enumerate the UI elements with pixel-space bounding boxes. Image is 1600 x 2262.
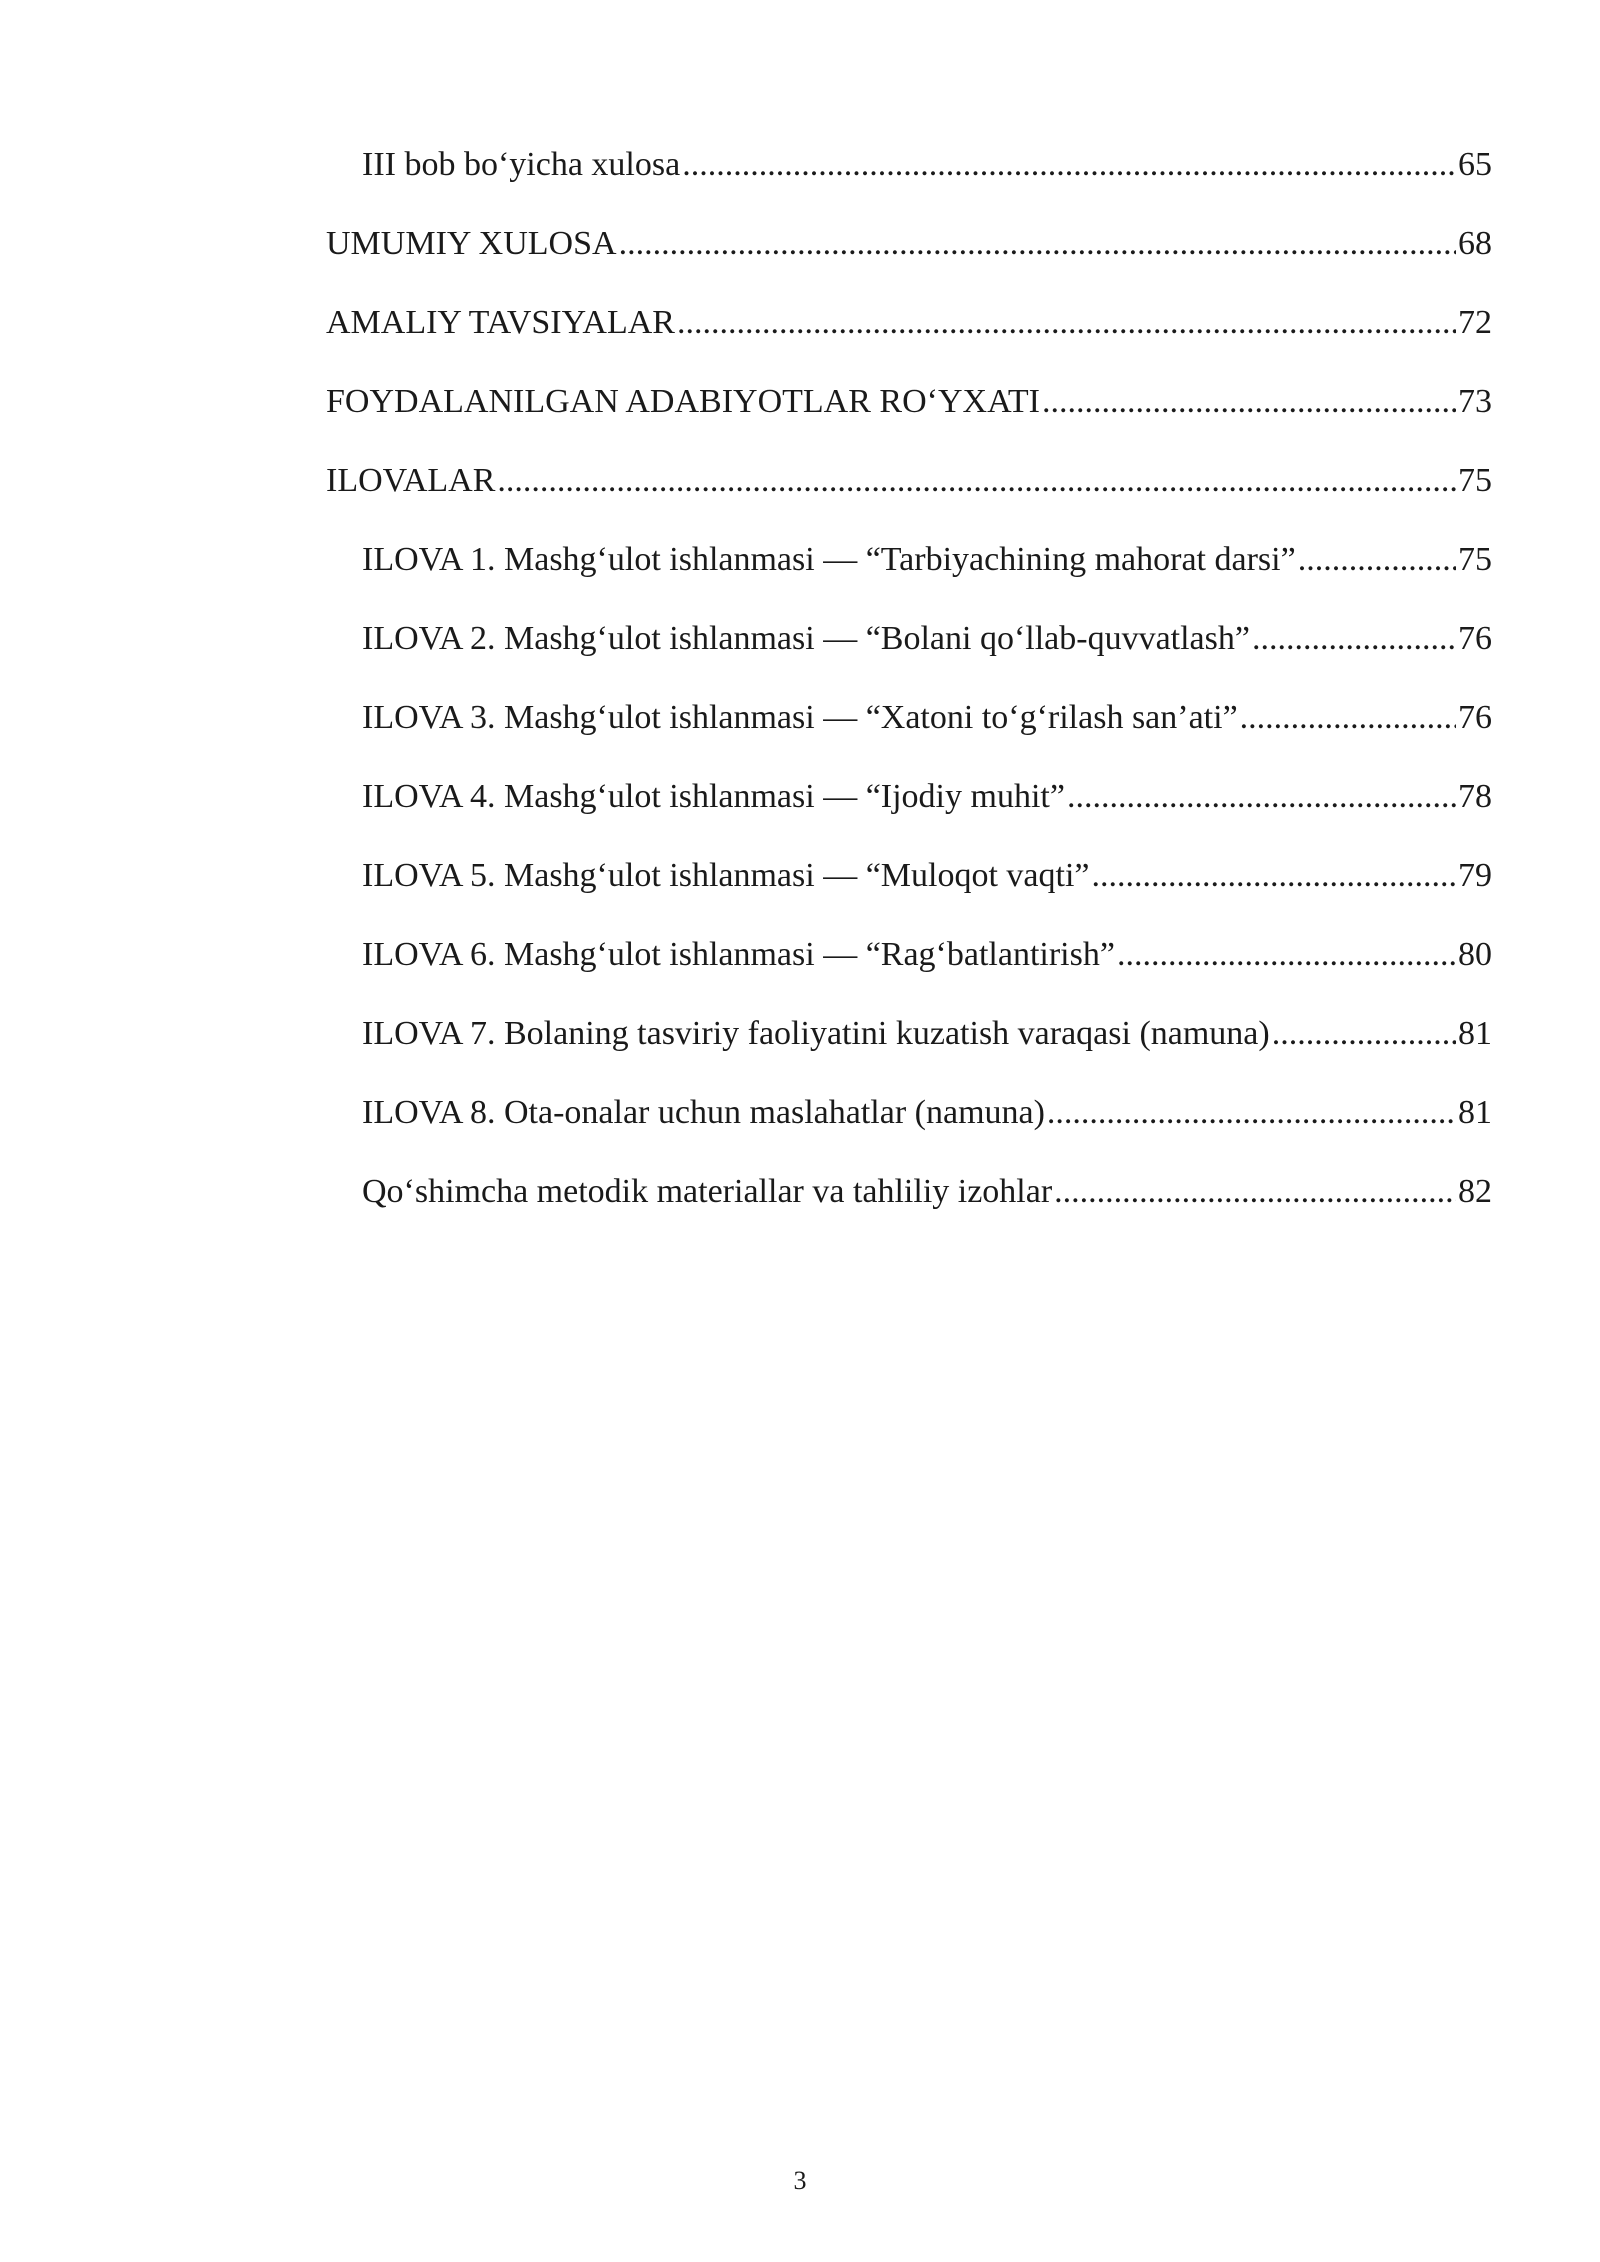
toc-entry-page: 73 bbox=[1458, 385, 1492, 420]
toc-entry-title: III bob bo‘yicha xulosa bbox=[362, 148, 681, 183]
toc-entry-page: 68 bbox=[1458, 227, 1492, 262]
toc-entry bbox=[326, 701, 1492, 780]
toc-dot-leader bbox=[1042, 385, 1456, 419]
toc-entry bbox=[326, 543, 1492, 622]
toc-dot-leader bbox=[1067, 780, 1456, 814]
toc-entry-page: 76 bbox=[1458, 622, 1492, 657]
toc-dot-leader bbox=[1252, 622, 1456, 656]
toc-entry-page: 72 bbox=[1458, 306, 1492, 341]
toc-dot-leader bbox=[1054, 1175, 1456, 1209]
toc-entry bbox=[326, 464, 1492, 543]
toc-entry bbox=[326, 1096, 1492, 1175]
toc-dot-leader bbox=[619, 227, 1456, 261]
toc-entry bbox=[326, 859, 1492, 938]
toc-entry-page: 78 bbox=[1458, 780, 1492, 815]
page-number: 3 bbox=[793, 2166, 807, 2195]
toc-dot-leader bbox=[1240, 701, 1456, 735]
toc-entry-title: ILOVA 8. Ota-onalar uchun maslahatlar (namuna) bbox=[362, 1096, 1045, 1131]
toc-entry-title: ILOVA 4. Mashg‘ulot ishlanmasi — “Ijodiy muhit” bbox=[362, 780, 1065, 815]
toc-entry-page: 81 bbox=[1458, 1017, 1492, 1052]
toc-dot-leader bbox=[1091, 859, 1456, 893]
toc-entry-title: ILOVA 6. Mashg‘ulot ishlanmasi — “Rag‘batlantirish” bbox=[362, 938, 1115, 973]
toc-dot-leader bbox=[1047, 1096, 1456, 1130]
toc-dot-leader bbox=[497, 464, 1456, 498]
toc-entry bbox=[326, 227, 1492, 306]
toc-entry bbox=[326, 148, 1492, 227]
toc-entry-title: FOYDALANILGAN ADABIYOTLAR RO‘YXATI bbox=[326, 385, 1040, 420]
toc-entry-title: ILOVA 2. Mashg‘ulot ishlanmasi — “Bolani qo‘llab-quvvatlash” bbox=[362, 622, 1250, 657]
toc-entry-title: ILOVA 1. Mashg‘ulot ishlanmasi — “Tarbiyachining mahorat darsi” bbox=[362, 543, 1296, 578]
table-of-contents bbox=[326, 148, 1492, 1254]
toc-dot-leader bbox=[1298, 543, 1456, 577]
toc-entry bbox=[326, 622, 1492, 701]
toc-entry-title: AMALIY TAVSIYALAR bbox=[326, 306, 675, 341]
toc-dot-leader bbox=[1117, 938, 1456, 972]
toc-dot-leader bbox=[1272, 1017, 1456, 1051]
toc-entry-title: ILOVALAR bbox=[326, 464, 496, 499]
toc-entry-page: 76 bbox=[1458, 701, 1492, 736]
toc-entry bbox=[326, 938, 1492, 1017]
toc-entry-title: ILOVA 3. Mashg‘ulot ishlanmasi — “Xatoni to‘g‘rilash san’ati” bbox=[362, 701, 1238, 736]
toc-entry-page: 75 bbox=[1458, 464, 1492, 499]
toc-entry bbox=[326, 780, 1492, 859]
toc-entry bbox=[326, 1175, 1492, 1254]
toc-entry-page: 80 bbox=[1458, 938, 1492, 973]
toc-entry bbox=[326, 1017, 1492, 1096]
toc-entry-title: ILOVA 5. Mashg‘ulot ishlanmasi — “Muloqot vaqti” bbox=[362, 859, 1090, 894]
toc-entry bbox=[326, 306, 1492, 385]
toc-entry-page: 75 bbox=[1458, 543, 1492, 578]
toc-entry bbox=[326, 385, 1492, 464]
toc-entry-title: ILOVA 7. Bolaning tasviriy faoliyatini kuzatish varaqasi (namuna) bbox=[362, 1017, 1270, 1052]
toc-entry-page: 79 bbox=[1458, 859, 1492, 894]
toc-entry-page: 82 bbox=[1458, 1175, 1492, 1210]
toc-entry-page: 65 bbox=[1458, 148, 1492, 183]
toc-dot-leader bbox=[677, 306, 1456, 340]
toc-dot-leader bbox=[682, 148, 1456, 182]
toc-entry-page: 81 bbox=[1458, 1096, 1492, 1131]
toc-entry-title: UMUMIY XULOSA bbox=[326, 227, 617, 262]
toc-entry-title: Qo‘shimcha metodik materiallar va tahliliy izohlar bbox=[362, 1175, 1053, 1210]
